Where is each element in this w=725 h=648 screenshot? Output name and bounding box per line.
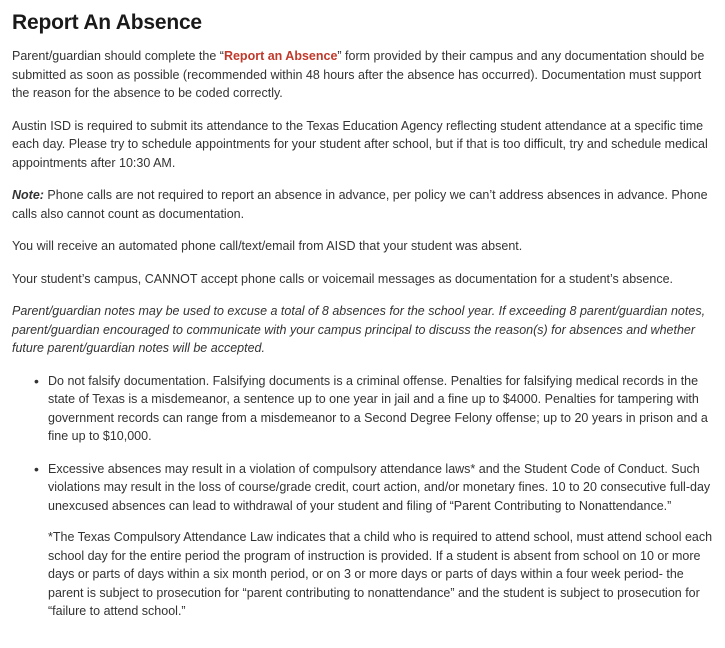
text-segment: You will receive an automated phone call/text/email from AISD that your student was absent.: [12, 239, 523, 254]
list-item-text: Do not falsify documentation. Falsifying documents is a criminal offense. Penalties for falsifying medical records in the state of Texas is a misdemeanor, a sentence up to one year in jail and a fine up to $4000. Penalties for tampering with government records can range from a misdemeanor to a Second Degree Felony offense; up to 20 years in prison and a fine up to $10,000.: [48, 373, 708, 444]
list-item-subtext: *The Texas Compulsory Attendance Law indicates that a child who is required to attend school, must attend school each school day for the entire period the program of instruction is provided. If a student is absent from school on 10 or more days or parts of days within a six month period, or on 3 or more days or parts of days within a four week period- the parent is subject to prosecution for “parent contributing to nonattendance” and the student is subject to prosecution for “failure to attend school.”: [48, 530, 713, 619]
paragraph-parent-guardian-notes: [12, 302, 713, 358]
list-item: [34, 372, 713, 446]
text-segment: Parent/guardian notes may be used to excuse a total of 8 absences for the school year. If exceeding 8 parent/guardian notes, parent/guardian encouraged to communicate with your campus principal to discuss the reason(s) for absences and whether future parent/guardian notes will be accepted.: [12, 304, 706, 356]
text-segment: Phone calls are not required to report an absence in advance, per policy we can’t address absences in advance. Phone calls also cannot count as documentation.: [12, 188, 708, 221]
text-segment: Parent/guardian should complete the “: [12, 49, 224, 64]
paragraph-campus-cannot-accept: [12, 270, 713, 289]
report-an-absence-emphasis: Report an Absence: [223, 49, 338, 64]
paragraph-attendance-reporting: [12, 117, 713, 173]
bullet-list: [12, 372, 713, 621]
note-label: Note:: [12, 188, 44, 203]
paragraph-note-phone-calls: [12, 186, 713, 223]
page-title: Report An Absence: [12, 11, 202, 34]
text-segment: Austin ISD is required to submit its attendance to the Texas Education Agency reflecting student attendance at a specific time each day. Please try to schedule appointments for your student after school, but if that is too difficult, try and schedule medical appointments after 10:30 AM.: [12, 118, 708, 170]
list-item: [34, 460, 713, 621]
paragraph-report-absence-form: [12, 47, 713, 103]
text-segment: Your student’s campus, CANNOT accept phone calls or voicemail messages as documentation for a student’s absence.: [12, 271, 674, 286]
text-segment: ” form provided by their campus and any documentation should be submitted as soon as possible (recommended within 48 hours after the absence has occurred). Documentation must support the reason for the absence to be coded correctly.: [12, 49, 705, 101]
paragraph-automated-notification: [12, 237, 713, 256]
list-item-text: Excessive absences may result in a violation of compulsory attendance laws* and the Student Code of Conduct. Such violations may result in the loss of course/grade credit, court action, and/or monetary fines. 10 to 20 consecutive full-day unexcused absences can lead to withdrawal of your student and filing of “Parent Contributing to Nonattendance.”: [48, 461, 711, 513]
